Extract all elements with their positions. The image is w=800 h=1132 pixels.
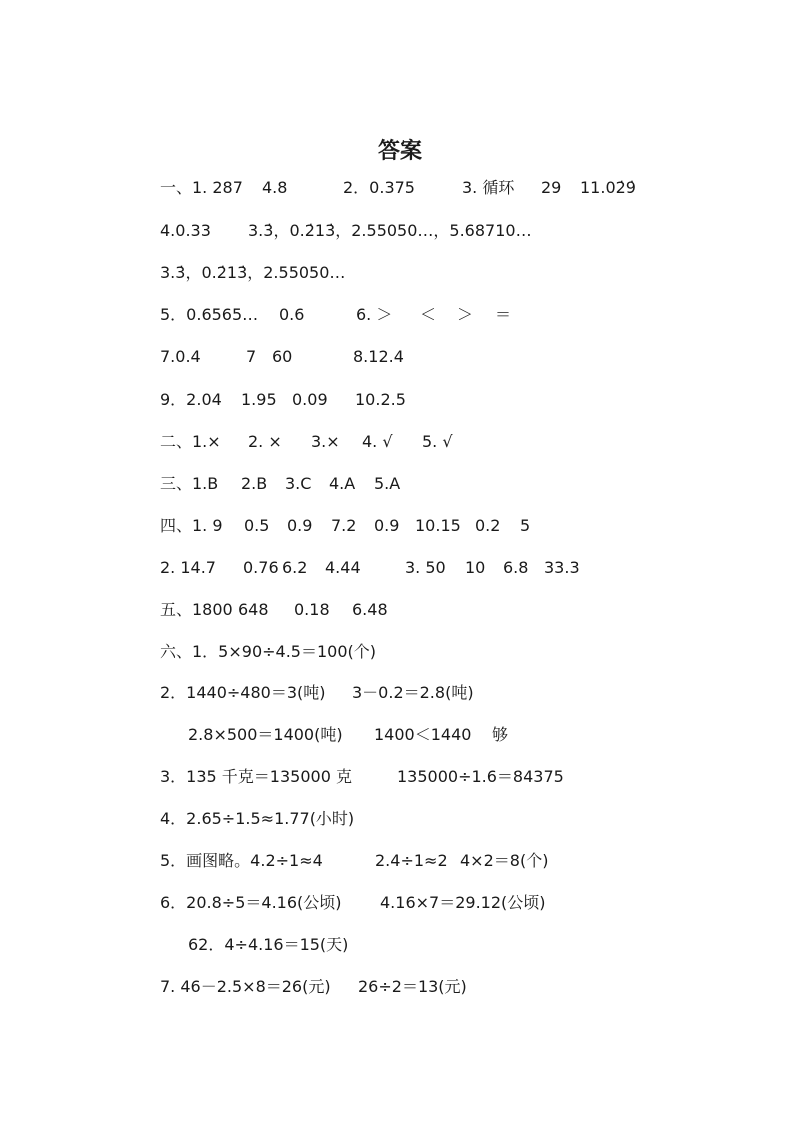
answer-text: 0.18 [294,600,330,619]
answer-text: 3.C [285,474,312,493]
answer-text: 1400＜1440 [374,725,472,744]
answer-text: 7 [246,347,257,366]
answer-text: 4.16×7＝29.12(公顷) [380,893,546,912]
answer-line [0,556,800,580]
answer-line [0,933,800,957]
answer-line [0,345,800,369]
answer-line [0,514,800,538]
answer-line [0,219,800,243]
answer-text: 1.95 [241,390,277,409]
answer-line [0,891,800,915]
answer-line [0,388,800,412]
answer-text: 5.A [374,474,401,493]
answer-text: 135000÷1.6＝84375 [397,767,564,786]
answer-text: 3.3̇，0.2̇13̇，2.55050… [160,263,346,282]
answer-text: 4.0.33 [160,221,211,240]
answer-text: 6.2 [282,558,308,577]
answer-text: 8.12.4 [353,347,404,366]
answer-text: ＝ [495,305,512,324]
answer-text: 10 [465,558,486,577]
answer-text: 3．135 千克＝135000 克 [160,767,352,786]
answer-text: 5. √ [422,432,453,451]
answer-text: 2.4÷1≈2 [375,851,448,870]
answer-text: 2.8×500＝1400(吨) [188,725,343,744]
page-title: 答案 [377,139,422,164]
answer-text: ＞ [457,305,474,324]
answer-text: 7.0.4 [160,347,201,366]
answer-text: 3.3̇，0.2̇13̇，2.55050…，5.68710… [248,221,532,240]
answer-text: 5．0.6565… [160,305,259,324]
answer-text: 9．2.04 [160,390,222,409]
answer-text: 10.2.5 [355,390,406,409]
answer-text: 26÷2＝13(元) [358,977,467,996]
answer-text: 62．4÷4.16＝15(天) [188,935,349,954]
answer-text: 3.× [311,432,340,451]
answer-text: 2．1440÷480＝3(吨) [160,683,326,702]
answer-text: 够 [492,725,509,744]
answer-line [0,261,800,285]
answer-text: 6. ＞ [356,305,393,324]
answer-text: 11.02̇9̇ [580,178,636,197]
answer-text: 2．0.375 [343,178,415,197]
answer-line [0,723,800,747]
answer-text: 60 [272,347,293,366]
answer-text: 3－0.2＝2.8(吨) [352,683,474,702]
answer-text: 3. 循环 [462,178,515,197]
answer-text: 6.8 [503,558,529,577]
answer-line [0,849,800,873]
answer-text: 10.15 [415,516,461,535]
answer-text: 5．画图略。4.2÷1≈4 [160,851,323,870]
answer-text: 7.2 [331,516,357,535]
answer-line [0,472,800,496]
answer-text: 二、1.× [160,432,221,451]
answer-text: 29 [541,178,562,197]
answer-text: 三、1.B [160,474,219,493]
answer-text: 四、1. 9 [160,516,223,535]
answer-line [0,765,800,789]
answer-text: 五、1800 [160,600,233,619]
answer-text: 4.A [329,474,356,493]
answer-text: 6．20.8÷5＝4.16(公顷) [160,893,342,912]
answer-line [0,303,800,327]
answer-line [0,640,800,664]
answer-line [0,176,800,200]
answer-text: 3. 50 [405,558,446,577]
answer-text: 0.5 [244,516,270,535]
answer-text: 一、1. 287 [160,178,243,197]
answer-text: 0.9 [374,516,400,535]
answer-text: 5 [520,516,531,535]
answer-text: 7. 46－2.5×8＝26(元) [160,977,331,996]
answer-text: 4.44 [325,558,361,577]
answer-line [0,430,800,454]
answer-text: 2. 14.7 [160,558,216,577]
answer-line [0,807,800,831]
answer-text: 648 [238,600,269,619]
answer-line [0,681,800,705]
answer-text: 六、1．5×90÷4.5＝100(个) [160,642,377,661]
answer-line [0,975,800,999]
answer-text: 33.3 [544,558,580,577]
answer-text: 0.09 [292,390,328,409]
answer-text: 0.76 [243,558,279,577]
answer-text: 0.6 [279,305,305,324]
answer-text: 2. × [248,432,282,451]
answer-text: ＜ [420,305,437,324]
answer-text: 4×2＝8(个) [460,851,549,870]
answer-text: 6.48 [352,600,388,619]
answer-text: 2.B [241,474,268,493]
answer-text: 4．2.65÷1.5≈1.77(小时) [160,809,355,828]
answer-text: 4.8 [262,178,288,197]
answer-text: 4. √ [362,432,393,451]
answer-line [0,598,800,622]
answer-text: 0.9 [287,516,313,535]
answer-text: 0.2 [475,516,501,535]
